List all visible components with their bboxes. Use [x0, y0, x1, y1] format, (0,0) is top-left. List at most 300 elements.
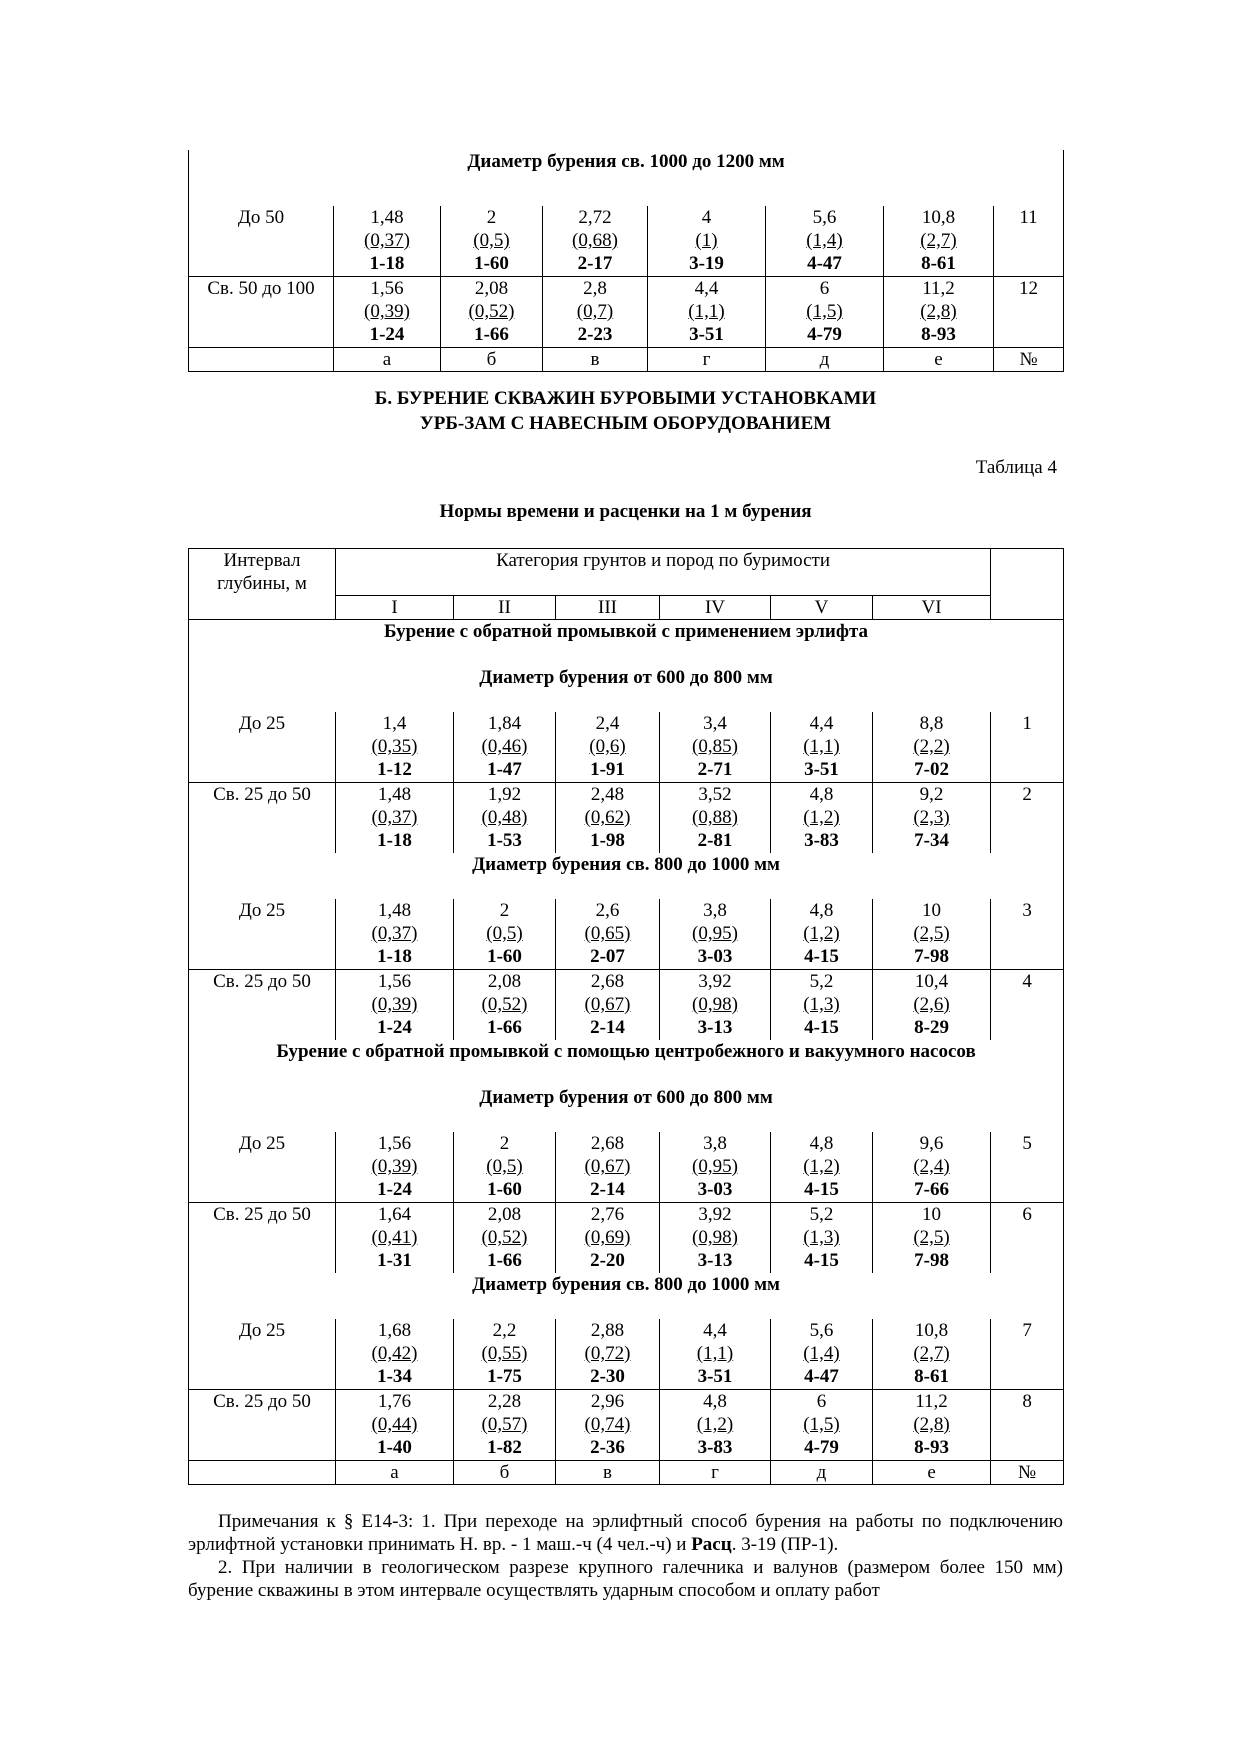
norm-value: 2,08: [487, 1204, 522, 1225]
title-row: [189, 1086, 1064, 1132]
rate-value: 8-61: [914, 1366, 949, 1387]
machine-hours: (1,3): [803, 994, 840, 1015]
rate-value: 4-47: [804, 1366, 839, 1387]
rate-value: 1-82: [487, 1437, 522, 1458]
value-cell: [336, 1203, 454, 1274]
value-cell: [454, 783, 556, 854]
machine-hours: (0,39): [364, 301, 410, 322]
machine-hours: (1,2): [696, 1414, 734, 1435]
value-cell: [766, 206, 884, 277]
rate-value: 1-18: [377, 830, 412, 851]
category-label: V: [771, 596, 873, 620]
value-cell: [884, 206, 994, 277]
value-cell: [660, 970, 771, 1041]
rate-value: 4-15: [804, 1017, 839, 1038]
machine-hours: (0,68): [572, 230, 618, 251]
norm-value: 2: [486, 207, 497, 228]
value-cell: [873, 1319, 991, 1390]
rate-value: 2-81: [697, 830, 733, 851]
footer-label: а: [334, 348, 441, 372]
norm-value: 4,8: [809, 1133, 834, 1154]
norm-value: 1,4: [382, 713, 407, 734]
machine-hours: (0,85): [692, 736, 738, 757]
value-cell: [873, 1390, 991, 1461]
rate-value: 8-93: [921, 324, 956, 345]
machine-hours: (0,57): [481, 1414, 528, 1435]
machine-hours: (2,2): [913, 736, 950, 757]
value-cell: [660, 1390, 771, 1461]
table-row: [189, 277, 1064, 348]
norm-value: 4,4: [809, 713, 834, 734]
diameter-title: Диаметр бурения св. 800 до 1000 мм: [189, 1273, 1064, 1319]
value-cell: [771, 783, 873, 854]
value-cell: [884, 277, 994, 348]
norm-value: 10,4: [914, 971, 949, 992]
rate-value: 4-15: [804, 946, 839, 967]
machine-hours: (0,5): [473, 230, 510, 251]
rate-value: 1-18: [369, 253, 405, 274]
machine-hours: (1,1): [696, 1343, 734, 1364]
rate-value: 8-61: [921, 253, 956, 274]
norm-value: 10,8: [921, 207, 956, 228]
title-row: [189, 1273, 1064, 1319]
category-label: I: [336, 596, 454, 620]
title-row: [189, 620, 1064, 667]
value-cell: [543, 206, 648, 277]
norm-value: 2,48: [590, 784, 625, 805]
rate-value: 7-98: [914, 1250, 949, 1271]
rate-value: 4-47: [807, 253, 842, 274]
table-row: [189, 1203, 1064, 1274]
value-cell: [771, 899, 873, 970]
table-row: [189, 1319, 1064, 1390]
section-b-line1: Б. БУРЕНИЕ СКВАЖИН БУРОВЫМИ УСТАНОВКАМИ: [374, 388, 877, 409]
norm-value: 3,8: [703, 1133, 727, 1154]
machine-hours: (0,98): [692, 994, 738, 1015]
norm-value: 6: [816, 1391, 827, 1412]
rate-value: 1-60: [474, 253, 509, 274]
rate-value: 1-66: [487, 1250, 522, 1271]
value-cell: [771, 970, 873, 1041]
value-cell: [660, 1203, 771, 1274]
value-cell: [771, 1390, 873, 1461]
value-cell: [771, 1132, 873, 1203]
machine-hours: (1,1): [688, 301, 725, 322]
footer-label: е: [873, 1461, 991, 1485]
rate-value: 1-98: [590, 830, 625, 851]
value-cell: [766, 277, 884, 348]
rate-value: 3-51: [804, 759, 839, 780]
note-2: 2. При наличии в геологическом разрезе крупного галечника и валунов (размером более 150 мм) бурение скважины в этом интервале осуществлять ударным способом и оплату работ: [188, 1557, 1063, 1601]
machine-hours: (0,52): [481, 1227, 528, 1248]
machine-hours: (0,69): [584, 1227, 631, 1248]
rate-value: 2-23: [577, 324, 613, 345]
machine-hours: (0,41): [371, 1227, 418, 1248]
rate-value: 3-03: [697, 1179, 733, 1200]
machine-hours: (0,46): [481, 736, 528, 757]
depth-cell: До 25: [189, 899, 336, 970]
value-cell: [873, 1132, 991, 1203]
norm-value: 1,68: [377, 1320, 412, 1341]
norm-value: 5,6: [812, 207, 837, 228]
rate-value: 1-91: [590, 759, 625, 780]
norm-value: 1,92: [487, 784, 522, 805]
value-cell: [873, 970, 991, 1041]
depth-cell: До 25: [189, 712, 336, 783]
value-cell: [454, 1390, 556, 1461]
machine-hours: (0,67): [584, 994, 631, 1015]
rate-value: 3-51: [689, 324, 724, 345]
machine-hours: (1,5): [806, 301, 843, 322]
machine-hours: (0,39): [371, 994, 418, 1015]
rate-value: 7-02: [914, 759, 949, 780]
norm-value: 2,72: [578, 207, 612, 228]
value-cell: [556, 899, 660, 970]
norm-value: 1,64: [377, 1204, 412, 1225]
machine-hours: (0,95): [692, 1156, 738, 1177]
rate-value: 1-40: [377, 1437, 412, 1458]
machine-hours: (1,2): [803, 1156, 840, 1177]
norm-value: 6: [819, 278, 830, 299]
norm-value: 5,6: [809, 1320, 834, 1341]
machine-hours: (0,35): [371, 736, 418, 757]
norm-value: 1,84: [487, 713, 522, 734]
value-cell: [660, 712, 771, 783]
rate-value: 1-24: [377, 1179, 412, 1200]
machine-hours: (2,7): [920, 230, 957, 251]
title-row: [189, 1040, 1064, 1086]
diameter-title: Диаметр бурения от 600 до 800 мм: [189, 666, 1064, 712]
norm-value: 10: [922, 1204, 942, 1225]
category-label: VI: [873, 596, 991, 620]
rate-value: 1-53: [487, 830, 522, 851]
machine-hours: (0,37): [364, 230, 410, 251]
norm-value: 1,56: [377, 1133, 412, 1154]
row-number: 11: [994, 206, 1064, 277]
table-row: [189, 783, 1064, 854]
footer-label: в: [543, 348, 648, 372]
machine-hours: (0,7): [576, 301, 614, 322]
value-cell: [336, 1319, 454, 1390]
rate-value: 1-24: [377, 1017, 412, 1038]
norm-value: 3,92: [698, 971, 732, 992]
rate-value: 4-79: [807, 324, 842, 345]
depth-cell: Св. 50 до 100: [189, 277, 334, 348]
rate-value: 3-19: [689, 253, 724, 274]
value-cell: [873, 712, 991, 783]
machine-hours: (0,5): [486, 923, 523, 944]
norm-value: 9,6: [919, 1133, 944, 1154]
diameter-title: Диаметр бурения св. 800 до 1000 мм: [189, 853, 1064, 899]
machine-hours: (0,98): [692, 1227, 738, 1248]
machine-hours: (1,1): [803, 736, 840, 757]
rate-value: 7-66: [914, 1179, 949, 1200]
norm-value: 8,8: [919, 713, 944, 734]
machine-hours: (1,3): [803, 1227, 840, 1248]
value-cell: [873, 783, 991, 854]
machine-hours: (2,7): [913, 1343, 950, 1364]
footer-label: №: [994, 348, 1064, 372]
norm-value: 3,52: [698, 784, 732, 805]
depth-cell: Св. 25 до 50: [189, 783, 336, 854]
machine-hours: (0,42): [371, 1343, 418, 1364]
table-title: Нормы времени и расценки на 1 м бурения: [439, 501, 812, 522]
machine-hours: (0,44): [371, 1414, 418, 1435]
header-interval: Интервал глубины, м: [189, 549, 336, 620]
group-title: Бурение с обратной промывкой с помощью центробежного и вакуумного насосов: [189, 1040, 1064, 1086]
norm-value: 9,2: [919, 784, 944, 805]
rate-value: 4-15: [804, 1250, 839, 1271]
rate-value: 8-93: [914, 1437, 949, 1458]
norm-value: 4,4: [703, 1320, 727, 1341]
table-row: [189, 712, 1064, 783]
rate-value: 2-14: [590, 1017, 625, 1038]
row-number: 4: [991, 970, 1064, 1041]
norm-value: 1,56: [377, 971, 412, 992]
note-1-bold: Расц: [691, 1534, 732, 1555]
rate-value: 1-75: [487, 1366, 522, 1387]
norm-value: 4,8: [809, 784, 834, 805]
norm-value: 3,4: [703, 713, 727, 734]
table-row: [189, 206, 1064, 277]
table-row: [189, 1390, 1064, 1461]
norm-value: 2,68: [590, 1133, 625, 1154]
norm-value: 3,8: [703, 900, 727, 921]
section-title: Диаметр бурения св. 1000 до 1200 мм: [189, 150, 1064, 206]
norm-value: 10: [922, 900, 942, 921]
machine-hours: (0,52): [468, 301, 515, 322]
norm-value: 2,08: [487, 971, 522, 992]
rate-value: 8-29: [914, 1017, 949, 1038]
footer-label: а: [336, 1461, 454, 1485]
footer-row: [189, 1461, 1064, 1485]
table-number: Таблица 4: [975, 457, 1057, 478]
rate-value: 4-79: [804, 1437, 839, 1458]
machine-hours: (0,72): [584, 1343, 631, 1364]
notes: [188, 1510, 1063, 1602]
rate-value: 3-03: [697, 946, 733, 967]
rate-value: 3-13: [697, 1250, 733, 1271]
value-cell: [660, 1319, 771, 1390]
value-cell: [556, 970, 660, 1041]
rate-value: 4-15: [804, 1179, 839, 1200]
footer-label: б: [441, 348, 543, 372]
machine-hours: (0,6): [589, 736, 626, 757]
norm-value: 5,2: [809, 971, 834, 992]
machine-hours: (2,4): [913, 1156, 950, 1177]
norm-value: 5,2: [809, 1204, 834, 1225]
value-cell: [660, 1132, 771, 1203]
footer-empty: [189, 1461, 336, 1485]
table-main: [188, 548, 1064, 1485]
value-cell: [334, 206, 441, 277]
machine-hours: (1,5): [803, 1414, 840, 1435]
machine-hours: (2,8): [913, 1414, 950, 1435]
footer-label: г: [660, 1461, 771, 1485]
row-number: 6: [991, 1203, 1064, 1274]
norm-value: 1,76: [377, 1391, 412, 1412]
depth-cell: Св. 25 до 50: [189, 1390, 336, 1461]
row-number: 7: [991, 1319, 1064, 1390]
rate-value: 1-34: [377, 1366, 412, 1387]
rate-value: 2-71: [697, 759, 733, 780]
norm-value: 11,2: [922, 278, 955, 299]
norm-value: 11,2: [915, 1391, 948, 1412]
norm-value: 4,8: [703, 1391, 727, 1412]
norm-value: 1,48: [370, 207, 404, 228]
footer-label: е: [884, 348, 994, 372]
footer-row: [189, 348, 1064, 372]
value-cell: [556, 1390, 660, 1461]
machine-hours: (0,95): [692, 923, 738, 944]
rate-value: 1-60: [487, 1179, 522, 1200]
value-cell: [454, 899, 556, 970]
diameter-title: Диаметр бурения от 600 до 800 мм: [189, 1086, 1064, 1132]
group-title: Бурение с обратной промывкой с применением эрлифта: [189, 620, 1064, 667]
footer-empty: [189, 348, 334, 372]
header-category: Категория грунтов и пород по буримости: [336, 549, 991, 596]
section-b-heading: [188, 386, 1063, 436]
rate-value: 1-18: [377, 946, 412, 967]
machine-hours: (0,88): [692, 807, 738, 828]
machine-hours: (1,4): [806, 230, 843, 251]
value-cell: [543, 277, 648, 348]
norm-value: 3,92: [698, 1204, 732, 1225]
section-b-line2: УРБ-ЗАМ С НАВЕСНЫМ ОБОРУДОВАНИЕМ: [419, 413, 832, 434]
row-number: 3: [991, 899, 1064, 970]
norm-value: 2,68: [590, 971, 625, 992]
machine-hours: (0,55): [481, 1343, 528, 1364]
row-number: 2: [991, 783, 1064, 854]
header-number-col: [991, 549, 1064, 620]
value-cell: [336, 1390, 454, 1461]
value-cell: [648, 277, 766, 348]
norm-value: 4,8: [809, 900, 834, 921]
machine-hours: (0,37): [371, 807, 418, 828]
value-cell: [556, 1132, 660, 1203]
value-cell: [441, 206, 543, 277]
value-cell: [336, 970, 454, 1041]
value-cell: [873, 1203, 991, 1274]
value-cell: [454, 712, 556, 783]
row-number: 8: [991, 1390, 1064, 1461]
value-cell: [660, 783, 771, 854]
machine-hours: (0,52): [481, 994, 528, 1015]
norm-value: 4: [701, 207, 712, 228]
value-cell: [556, 712, 660, 783]
norm-value: 2,2: [492, 1320, 517, 1341]
machine-hours: (0,37): [371, 923, 418, 944]
value-cell: [556, 1319, 660, 1390]
rate-value: 3-51: [697, 1366, 733, 1387]
rate-value: 1-31: [377, 1250, 412, 1271]
note-1-end: . 3-19 (ПР-1).: [731, 1534, 839, 1555]
machine-hours: (1,2): [803, 923, 840, 944]
depth-cell: Св. 25 до 50: [189, 970, 336, 1041]
rate-value: 2-17: [577, 253, 613, 274]
value-cell: [334, 277, 441, 348]
category-label: II: [454, 596, 556, 620]
rate-value: 1-60: [487, 946, 522, 967]
machine-hours: (2,8): [920, 301, 957, 322]
value-cell: [454, 1203, 556, 1274]
norm-value: 2,6: [595, 900, 620, 921]
footer-label: д: [771, 1461, 873, 1485]
rate-value: 7-98: [914, 946, 949, 967]
machine-hours: (0,74): [584, 1414, 631, 1435]
rate-value: 3-13: [697, 1017, 733, 1038]
norm-value: 1,56: [370, 278, 404, 299]
rate-value: 2-30: [590, 1366, 625, 1387]
value-cell: [336, 1132, 454, 1203]
machine-hours: (2,5): [913, 923, 950, 944]
machine-hours: (0,67): [584, 1156, 631, 1177]
rate-value: 1-12: [377, 759, 412, 780]
table-continuation: [188, 150, 1064, 372]
footer-label: б: [454, 1461, 556, 1485]
norm-value: 2,8: [583, 278, 607, 299]
norm-value: 2,76: [590, 1204, 625, 1225]
machine-hours: (0,5): [486, 1156, 523, 1177]
title-row: [189, 853, 1064, 899]
depth-cell: До 50: [189, 206, 334, 277]
rate-value: 2-36: [590, 1437, 625, 1458]
norm-value: 1,48: [377, 900, 412, 921]
value-cell: [771, 1319, 873, 1390]
depth-cell: До 25: [189, 1319, 336, 1390]
rate-value: 3-83: [697, 1437, 733, 1458]
value-cell: [771, 712, 873, 783]
footer-label: в: [556, 1461, 660, 1485]
norm-value: 2: [499, 900, 510, 921]
machine-hours: (0,62): [584, 807, 631, 828]
rate-value: 3-83: [804, 830, 839, 851]
table-row: [189, 899, 1064, 970]
machine-hours: (0,39): [371, 1156, 418, 1177]
table-row: [189, 970, 1064, 1041]
norm-value: 2: [499, 1133, 510, 1154]
rate-value: 2-14: [590, 1179, 625, 1200]
value-cell: [660, 899, 771, 970]
machine-hours: (2,6): [913, 994, 950, 1015]
category-label: III: [556, 596, 660, 620]
note-1-start: Примечания к § Е14-3: 1. При переходе на эрлифтный способ бурения на работы по подключению эрлифтной установки принимать Н. вр. - 1 маш.-ч (4 чел.-ч) и: [188, 1511, 1063, 1555]
value-cell: [873, 899, 991, 970]
value-cell: [336, 899, 454, 970]
machine-hours: (0,65): [584, 923, 631, 944]
norm-value: 2,88: [590, 1320, 625, 1341]
footer-label: г: [648, 348, 766, 372]
norm-value: 10,8: [914, 1320, 949, 1341]
row-number: 12: [994, 277, 1064, 348]
norm-value: 2,96: [590, 1391, 625, 1412]
value-cell: [336, 712, 454, 783]
title-row: [189, 666, 1064, 712]
value-cell: [336, 783, 454, 854]
footer-label: д: [766, 348, 884, 372]
value-cell: [454, 1132, 556, 1203]
depth-cell: До 25: [189, 1132, 336, 1203]
machine-hours: (1): [695, 230, 718, 251]
value-cell: [771, 1203, 873, 1274]
norm-value: 1,48: [377, 784, 412, 805]
rate-value: 7-34: [914, 830, 949, 851]
rate-value: 1-47: [487, 759, 522, 780]
note-1: [188, 1510, 1063, 1556]
machine-hours: (1,2): [803, 807, 840, 828]
rate-value: 2-07: [590, 946, 625, 967]
rate-value: 1-66: [487, 1017, 522, 1038]
